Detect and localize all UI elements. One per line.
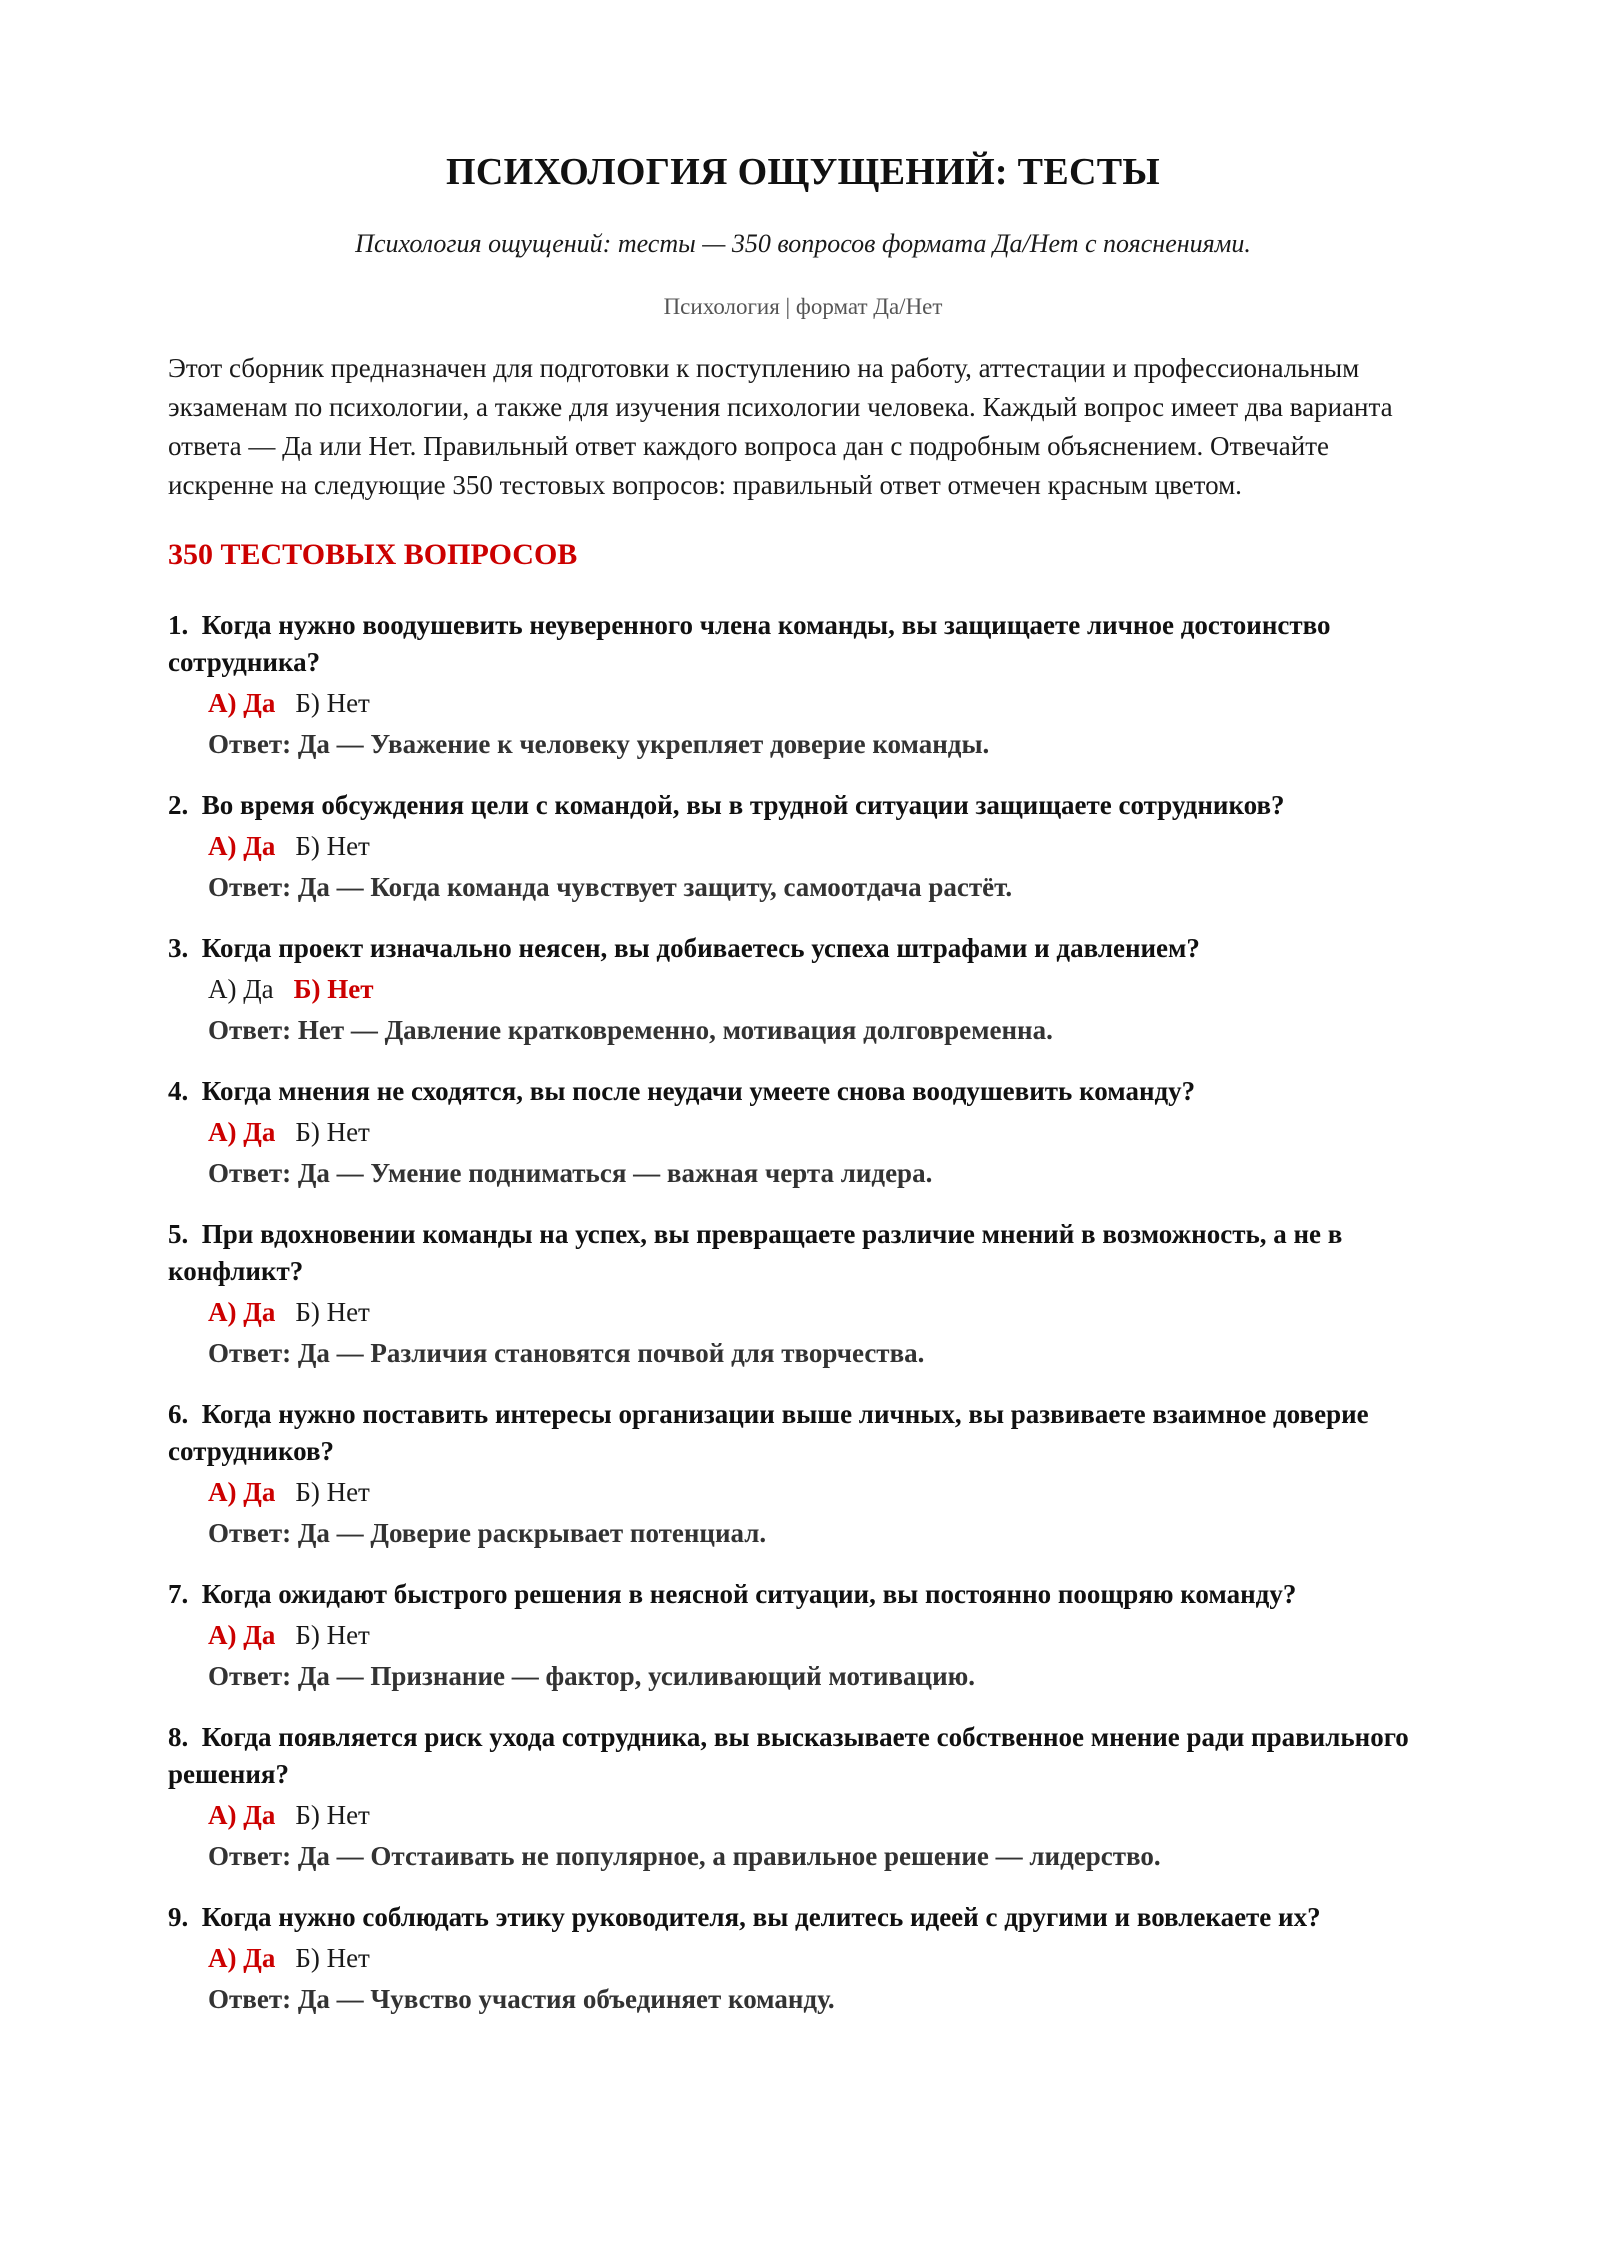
option-a: А) Да bbox=[208, 831, 276, 861]
option-a: А) Да bbox=[208, 1800, 276, 1830]
question-text bbox=[168, 1396, 1438, 1470]
question-label: Когда ожидают быстрого решения в неясной ситуации, вы постоянно поощряю команду? bbox=[201, 1579, 1297, 1609]
question-item bbox=[168, 1073, 1438, 1192]
question-number: 7. bbox=[168, 1579, 189, 1609]
option-b: Б) Нет bbox=[295, 831, 370, 861]
question-item bbox=[168, 607, 1438, 763]
option-b: Б) Нет bbox=[295, 1800, 370, 1830]
section-title: 350 ТЕСТОВЫХ ВОПРОСОВ bbox=[168, 538, 578, 571]
question-text bbox=[168, 1719, 1438, 1793]
question-text bbox=[168, 1216, 1438, 1290]
answer-explanation: Ответ: Да — Чувство участия объединяет команду. bbox=[208, 1984, 835, 2014]
answer-explanation: Ответ: Да — Признание — фактор, усиливающий мотивацию. bbox=[208, 1661, 976, 1691]
question-number: 9. bbox=[168, 1902, 189, 1932]
answer-explanation: Ответ: Да — Умение подниматься — важная черта лидера. bbox=[208, 1158, 933, 1188]
answer-explanation: Ответ: Да — Доверие раскрывает потенциал. bbox=[208, 1518, 767, 1548]
question-list bbox=[168, 607, 1438, 2018]
option-a: А) Да bbox=[208, 688, 276, 718]
option-b: Б) Нет bbox=[295, 1117, 370, 1147]
question-label: Когда появляется риск ухода сотрудника, вы высказываете собственное мнение ради правильного решения? bbox=[168, 1722, 1409, 1789]
option-b: Б) Нет bbox=[293, 974, 374, 1004]
answer-options bbox=[168, 1940, 1438, 1977]
question-text bbox=[168, 1073, 1438, 1110]
answer-options bbox=[168, 685, 1438, 722]
document-title: ПСИХОЛОГИЯ ОЩУЩЕНИЙ: ТЕСТЫ bbox=[446, 151, 1160, 193]
question-label: Когда проект изначально неясен, вы добиваетесь успеха штрафами и давлением? bbox=[201, 933, 1200, 963]
question-label: Когда мнения не сходятся, вы после неудачи умеете снова воодушевить команду? bbox=[201, 1076, 1196, 1106]
answer-options bbox=[168, 1797, 1438, 1834]
question-label: Во время обсуждения цели с командой, вы в трудной ситуации защищаете сотрудников? bbox=[201, 790, 1285, 820]
answer-options bbox=[168, 1617, 1438, 1654]
answer-options bbox=[168, 1474, 1438, 1511]
question-label: Когда нужно поставить интересы организации выше личных, вы развиваете взаимное доверие сотрудников? bbox=[168, 1399, 1369, 1466]
question-number: 5. bbox=[168, 1219, 189, 1249]
question-text bbox=[168, 1576, 1438, 1613]
answer-options bbox=[168, 971, 1438, 1008]
document-subtitle: Психология ощущений: тесты — 350 вопросов формата Да/Нет с пояснениями. bbox=[355, 229, 1251, 258]
option-a: А) Да bbox=[208, 1117, 276, 1147]
question-item bbox=[168, 930, 1438, 1049]
question-label: При вдохновении команды на успех, вы превращаете различие мнений в возможность, а не в конфликт? bbox=[168, 1219, 1343, 1286]
question-number: 2. bbox=[168, 790, 189, 820]
option-b: Б) Нет bbox=[295, 1620, 370, 1650]
intro-paragraph: Этот сборник предназначен для подготовки к поступлению на работу, аттестации и профессиональным экзаменам по психологии, а также для изучения психологии человека. Каждый вопрос имеет два варианта ответа — Да или Нет. Правильный ответ каждого вопроса дан с подробным объяснением. Отвечайте искренне на следующие 350 тестовых вопросов: правильный ответ отмечен красным цветом. bbox=[168, 353, 1393, 500]
answer-explanation: Ответ: Да — Различия становятся почвой для творчества. bbox=[208, 1338, 925, 1368]
option-b: Б) Нет bbox=[295, 1943, 370, 1973]
question-text bbox=[168, 930, 1438, 967]
document-page bbox=[168, 150, 1438, 2042]
answer-options bbox=[168, 828, 1438, 865]
question-item bbox=[168, 787, 1438, 906]
question-number: 6. bbox=[168, 1399, 189, 1429]
option-a: А) Да bbox=[208, 1620, 276, 1650]
question-item bbox=[168, 1576, 1438, 1695]
question-number: 4. bbox=[168, 1076, 189, 1106]
question-text bbox=[168, 1899, 1438, 1936]
answer-explanation: Ответ: Да — Когда команда чувствует защиту, самоотдача растёт. bbox=[208, 872, 1013, 902]
answer-explanation: Ответ: Да — Отстаивать не популярное, а правильное решение — лидерство. bbox=[208, 1841, 1161, 1871]
question-item bbox=[168, 1899, 1438, 2018]
option-a: А) Да bbox=[208, 1297, 276, 1327]
answer-explanation: Ответ: Да — Уважение к человеку укрепляет доверие команды. bbox=[208, 729, 990, 759]
option-a: А) Да bbox=[208, 1477, 276, 1507]
answer-options bbox=[168, 1114, 1438, 1151]
question-number: 1. bbox=[168, 610, 189, 640]
question-number: 3. bbox=[168, 933, 189, 963]
option-b: Б) Нет bbox=[295, 1477, 370, 1507]
question-text bbox=[168, 787, 1438, 824]
answer-explanation: Ответ: Нет — Давление кратковременно, мотивация долговременна. bbox=[208, 1015, 1053, 1045]
question-label: Когда нужно соблюдать этику руководителя, вы делитесь идеей с другими и вовлекаете их? bbox=[201, 1902, 1321, 1932]
answer-options bbox=[168, 1294, 1438, 1331]
question-item bbox=[168, 1719, 1438, 1875]
question-label: Когда нужно воодушевить неуверенного члена команды, вы защищаете личное достоинство сотрудника? bbox=[168, 610, 1331, 677]
option-a: А) Да bbox=[208, 974, 274, 1004]
question-text bbox=[168, 607, 1438, 681]
question-item bbox=[168, 1216, 1438, 1372]
option-b: Б) Нет bbox=[295, 1297, 370, 1327]
question-item bbox=[168, 1396, 1438, 1552]
document-meta: Психология | формат Да/Нет bbox=[663, 294, 943, 319]
option-a: А) Да bbox=[208, 1943, 276, 1973]
option-b: Б) Нет bbox=[295, 688, 370, 718]
question-number: 8. bbox=[168, 1722, 189, 1752]
